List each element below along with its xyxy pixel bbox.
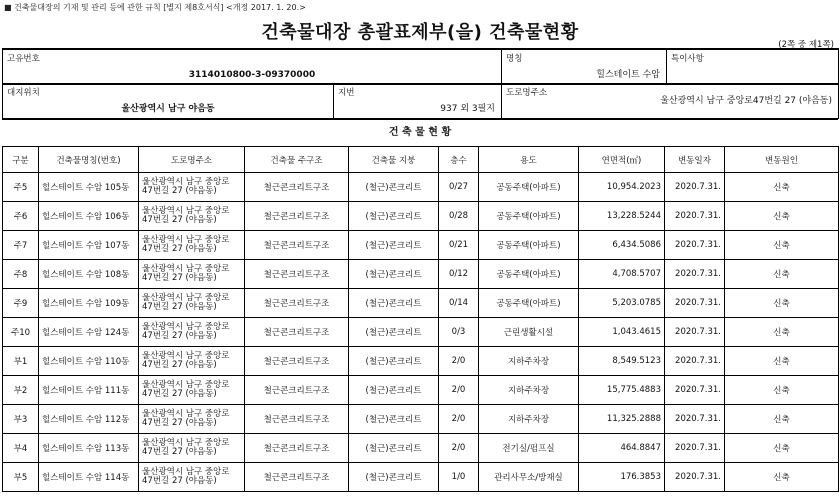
table-row (3, 463, 839, 492)
row-floors-cell: 1/0 (439, 463, 479, 492)
row-address-cell: 울산광역시 남구 중앙로 47번길 27 (야음동) (139, 289, 245, 318)
section-title: 건 축 물 현 황 (2, 118, 838, 146)
row-cause-cell: 신축 (725, 376, 839, 405)
row-name-cell: 힐스테이트 수암 114동 (39, 463, 139, 492)
row-use-cell: 공동주택(아파트) (479, 231, 579, 260)
row-structure-cell: 철근콘크리트구조 (245, 289, 349, 318)
name-value: 힐스테이트 수암 (596, 70, 660, 80)
row-area-cell: 5,203.0785 (579, 289, 665, 318)
col-header: 용도 (479, 147, 579, 173)
row-floors-cell: 0/12 (439, 260, 479, 289)
row-area-cell: 11,325.2888 (579, 405, 665, 434)
row-address-cell: 울산광역시 남구 중앙로 47번길 27 (야음동) (139, 318, 245, 347)
row-roof-cell: (철근)콘크리트 (349, 376, 439, 405)
row-floors-cell: 0/28 (439, 202, 479, 231)
location-info-table (2, 83, 839, 119)
row-floors-cell: 2/0 (439, 405, 479, 434)
lot-cell (334, 84, 502, 119)
row-address-cell: 울산광역시 남구 중앙로 47번길 27 (야음동) (139, 231, 245, 260)
row-roof-cell: (철근)콘크리트 (349, 318, 439, 347)
col-header: 도로명주소 (139, 147, 245, 173)
col-header: 층수 (439, 147, 479, 173)
col-header: 연면적(㎡) (579, 147, 665, 173)
road-address-label: 도로명주소 (506, 88, 548, 98)
row-address-cell: 울산광역시 남구 중앙로 47번길 27 (야음동) (139, 173, 245, 202)
row-roof-cell: (철근)콘크리트 (349, 463, 439, 492)
row-use-cell: 관리사무소/방재실 (479, 463, 579, 492)
row-date-cell: 2020.7.31. (665, 289, 725, 318)
row-roof-cell: (철근)콘크리트 (349, 173, 439, 202)
row-use-cell: 공동주택(아파트) (479, 173, 579, 202)
table-row (3, 173, 839, 202)
unique-no-cell (3, 49, 502, 85)
row-cause-cell: 신축 (725, 231, 839, 260)
row-roof-cell: (철근)콘크리트 (349, 405, 439, 434)
row-cause-cell: 신축 (725, 173, 839, 202)
row-address-cell: 울산광역시 남구 중앙로 47번길 27 (야음동) (139, 434, 245, 463)
col-header: 구분 (3, 147, 39, 173)
table-row (3, 376, 839, 405)
document-title: 건축물대장 총괄표제부(을) 건축물현황 (261, 22, 579, 43)
row-use-cell: 공동주택(아파트) (479, 289, 579, 318)
row-type-cell: 주10 (3, 318, 39, 347)
table-header-row (3, 147, 839, 173)
row-floors-cell: 0/21 (439, 231, 479, 260)
site-value: 울산광역시 남구 야음동 (121, 104, 215, 114)
row-name-cell: 힐스테이트 수암 124동 (39, 318, 139, 347)
row-roof-cell: (철근)콘크리트 (349, 434, 439, 463)
row-name-cell: 힐스테이트 수암 107동 (39, 231, 139, 260)
road-address-value: 울산광역시 남구 중앙로47번길 27 (야음동) (660, 96, 832, 106)
row-structure-cell: 철근콘크리트구조 (245, 202, 349, 231)
special-label: 특이사항 (671, 54, 704, 64)
table-row (3, 405, 839, 434)
row-cause-cell: 신축 (725, 347, 839, 376)
row-cause-cell: 신축 (725, 318, 839, 347)
name-cell (502, 49, 667, 85)
row-use-cell: 지하주차장 (479, 405, 579, 434)
row-cause-cell: 신축 (725, 260, 839, 289)
row-date-cell: 2020.7.31. (665, 202, 725, 231)
row-type-cell: 주9 (3, 289, 39, 318)
row-structure-cell: 철근콘크리트구조 (245, 463, 349, 492)
row-floors-cell: 0/14 (439, 289, 479, 318)
row-date-cell: 2020.7.31. (665, 463, 725, 492)
row-address-cell: 울산광역시 남구 중앙로 47번길 27 (야음동) (139, 463, 245, 492)
row-structure-cell: 철근콘크리트구조 (245, 173, 349, 202)
row-roof-cell: (철근)콘크리트 (349, 260, 439, 289)
row-structure-cell: 철근콘크리트구조 (245, 376, 349, 405)
row-use-cell: 지하주차장 (479, 347, 579, 376)
row-name-cell: 힐스테이트 수암 106동 (39, 202, 139, 231)
row-address-cell: 울산광역시 남구 중앙로 47번길 27 (야음동) (139, 260, 245, 289)
row-floors-cell: 2/0 (439, 376, 479, 405)
row-type-cell: 부1 (3, 347, 39, 376)
special-cell (667, 49, 839, 85)
lot-label: 지번 (338, 88, 355, 98)
row-type-cell: 부4 (3, 434, 39, 463)
unique-no-value: 3114010800-3-09370000 (188, 70, 316, 80)
row-date-cell: 2020.7.31. (665, 434, 725, 463)
row-address-cell: 울산광역시 남구 중앙로 47번길 27 (야음동) (139, 405, 245, 434)
row-cause-cell: 신축 (725, 289, 839, 318)
row-use-cell: 근린생활시설 (479, 318, 579, 347)
row-use-cell: 공동주택(아파트) (479, 260, 579, 289)
row-type-cell: 주6 (3, 202, 39, 231)
table-row (3, 434, 839, 463)
row-date-cell: 2020.7.31. (665, 173, 725, 202)
row-name-cell: 힐스테이트 수암 105동 (39, 173, 139, 202)
table-row (3, 260, 839, 289)
row-date-cell: 2020.7.31. (665, 231, 725, 260)
name-label: 명칭 (506, 54, 523, 64)
row-structure-cell: 철근콘크리트구조 (245, 434, 349, 463)
col-header: 변동원인 (725, 147, 839, 173)
row-area-cell: 8,549.5123 (579, 347, 665, 376)
summary-info-table (2, 48, 839, 85)
row-use-cell: 지하주차장 (479, 376, 579, 405)
row-name-cell: 힐스테이트 수암 113동 (39, 434, 139, 463)
lot-value: 937 외 3필지 (440, 104, 495, 114)
row-cause-cell: 신축 (725, 434, 839, 463)
col-header: 변동일자 (665, 147, 725, 173)
table-row (3, 318, 839, 347)
row-use-cell: 전기실/펌프실 (479, 434, 579, 463)
row-type-cell: 부3 (3, 405, 39, 434)
row-cause-cell: 신축 (725, 405, 839, 434)
row-type-cell: 부2 (3, 376, 39, 405)
row-address-cell: 울산광역시 남구 중앙로 47번길 27 (야음동) (139, 202, 245, 231)
table-row (3, 289, 839, 318)
site-cell (3, 84, 334, 119)
col-header: 건축물 지붕 (349, 147, 439, 173)
col-header: 건축물명칭(번호) (39, 147, 139, 173)
row-area-cell: 176.3853 (579, 463, 665, 492)
legal-notice: ■ 건축물대장의 기재 및 관리 등에 관한 규칙 [별지 제8호서식] <개정 2017. 1. 20.> (4, 3, 306, 12)
row-name-cell: 힐스테이트 수암 111동 (39, 376, 139, 405)
row-type-cell: 주8 (3, 260, 39, 289)
row-structure-cell: 철근콘크리트구조 (245, 347, 349, 376)
row-use-cell: 공동주택(아파트) (479, 202, 579, 231)
table-row (3, 347, 839, 376)
row-type-cell: 부5 (3, 463, 39, 492)
table-row (3, 231, 839, 260)
table-row (3, 202, 839, 231)
row-floors-cell: 0/27 (439, 173, 479, 202)
row-roof-cell: (철근)콘크리트 (349, 202, 439, 231)
row-roof-cell: (철근)콘크리트 (349, 347, 439, 376)
road-address-cell (502, 84, 839, 119)
row-name-cell: 힐스테이트 수암 110동 (39, 347, 139, 376)
col-header: 건축물 주구조 (245, 147, 349, 173)
row-structure-cell: 철근콘크리트구조 (245, 318, 349, 347)
row-type-cell: 주7 (3, 231, 39, 260)
row-area-cell: 10,954.2023 (579, 173, 665, 202)
unique-no-label: 고유번호 (7, 54, 40, 64)
row-address-cell: 울산광역시 남구 중앙로 47번길 27 (야음동) (139, 347, 245, 376)
row-area-cell: 13,228.5244 (579, 202, 665, 231)
row-roof-cell: (철근)콘크리트 (349, 231, 439, 260)
building-status-table (2, 146, 839, 492)
row-area-cell: 6,434.5086 (579, 231, 665, 260)
page-info: (2쪽 중 제1쪽) (778, 40, 834, 50)
row-type-cell: 주5 (3, 173, 39, 202)
row-date-cell: 2020.7.31. (665, 347, 725, 376)
row-area-cell: 15,775.4883 (579, 376, 665, 405)
row-roof-cell: (철근)콘크리트 (349, 289, 439, 318)
row-address-cell: 울산광역시 남구 중앙로 47번길 27 (야음동) (139, 376, 245, 405)
row-structure-cell: 철근콘크리트구조 (245, 405, 349, 434)
row-area-cell: 464.8847 (579, 434, 665, 463)
site-label: 대지위치 (7, 88, 40, 98)
table-body (3, 173, 839, 492)
row-structure-cell: 철근콘크리트구조 (245, 231, 349, 260)
row-area-cell: 4,708.5707 (579, 260, 665, 289)
row-floors-cell: 2/0 (439, 347, 479, 376)
row-floors-cell: 0/3 (439, 318, 479, 347)
row-floors-cell: 2/0 (439, 434, 479, 463)
row-cause-cell: 신축 (725, 202, 839, 231)
row-date-cell: 2020.7.31. (665, 376, 725, 405)
row-structure-cell: 철근콘크리트구조 (245, 260, 349, 289)
row-cause-cell: 신축 (725, 463, 839, 492)
row-date-cell: 2020.7.31. (665, 405, 725, 434)
row-date-cell: 2020.7.31. (665, 318, 725, 347)
row-area-cell: 1,043.4615 (579, 318, 665, 347)
row-date-cell: 2020.7.31. (665, 260, 725, 289)
row-name-cell: 힐스테이트 수암 108동 (39, 260, 139, 289)
row-name-cell: 힐스테이트 수암 112동 (39, 405, 139, 434)
row-name-cell: 힐스테이트 수암 109동 (39, 289, 139, 318)
